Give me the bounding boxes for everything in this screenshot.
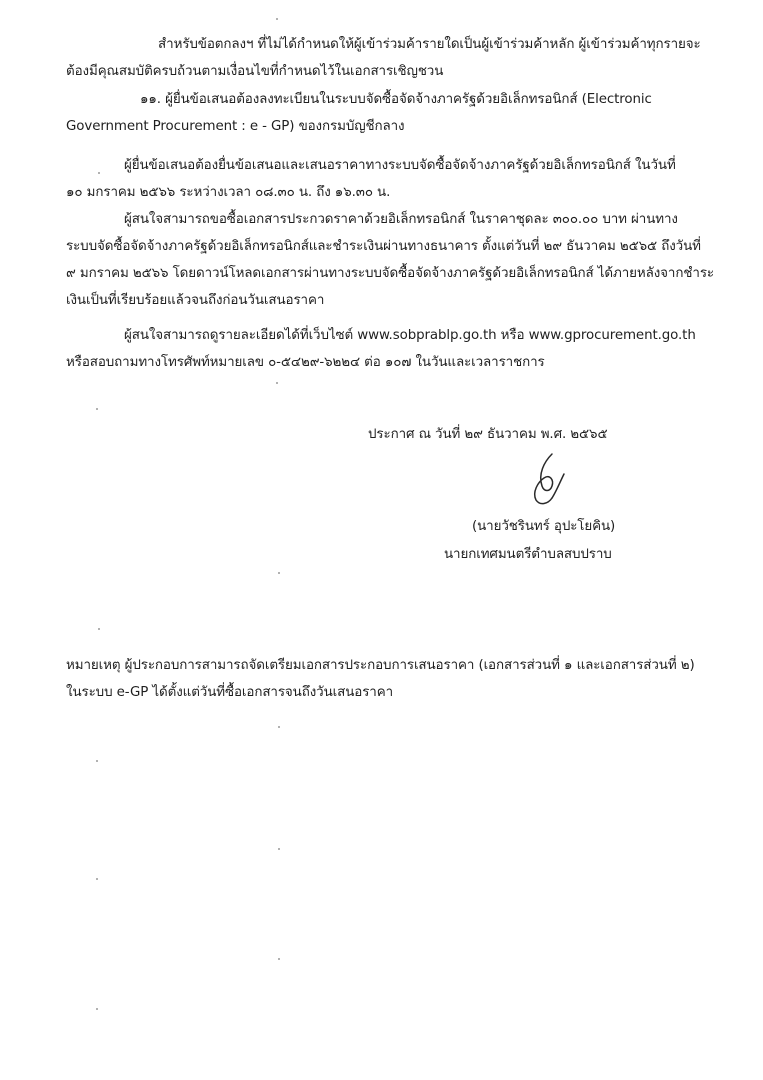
scan-speck [96,408,98,410]
remark-line-2: ในระบบ e-GP ได้ตั้งแต่วันที่ซื้อเอกสารจนถึงวันเสนอราคา [66,685,393,700]
purchase-line-2: ระบบจัดซื้อจัดจ้างภาครัฐด้วยอิเล็กทรอนิกส์และชำระเงินผ่านทางธนาคาร ตั้งแต่วันที่ ๒๙ ธันวาคม ๒๕๖๕ ถึงวันที่ [66,239,701,254]
signer-title: นายกเทศมนตรีตำบลสบปราบ [444,547,612,562]
scan-speck [98,172,100,174]
contact-line-1: ผู้สนใจสามารถดูรายละเอียดได้ที่เว็บไซต์ www.sobprablp.go.th หรือ www.gprocurement.go.th [124,328,696,343]
scan-speck [276,18,278,20]
scan-speck [278,726,280,728]
terms-line-2: ต้องมีคุณสมบัติครบถ้วนตามเงื่อนไขที่กำหนดไว้ในเอกสารเชิญชวน [66,64,444,79]
scan-speck [276,382,278,384]
scan-speck [98,628,100,630]
scan-speck [96,760,98,762]
announcement-date: ประกาศ ณ วันที่ ๒๙ ธันวาคม พ.ศ. ๒๕๖๕ [368,427,608,442]
scan-speck [278,848,280,850]
item-11-line-1: ๑๑. ผู้ยื่นข้อเสนอต้องลงทะเบียนในระบบจัดซื้อจัดจ้างภาครัฐด้วยอิเล็กทรอนิกส์ (Electronic [140,92,652,107]
purchase-line-4: เงินเป็นที่เรียบร้อยแล้วจนถึงก่อนวันเสนอราคา [66,293,325,308]
scan-speck [278,572,280,574]
scan-speck [96,878,98,880]
submission-line-2: ๑๐ มกราคม ๒๕๖๖ ระหว่างเวลา ๐๘.๓๐ น. ถึง ๑๖.๓๐ น. [66,185,391,200]
purchase-line-3: ๙ มกราคม ๒๕๖๖ โดยดาวน์โหลดเอกสารผ่านทางระบบจัดซื้อจัดจ้างภาครัฐด้วยอิเล็กทรอนิกส์ ได้ภายหลังจากชำระ [66,266,715,281]
purchase-line-1: ผู้สนใจสามารถขอซื้อเอกสารประกวดราคาด้วยอิเล็กทรอนิกส์ ในราคาชุดละ ๓๐๐.๐๐ บาท ผ่านทาง [124,212,678,227]
submission-line-1: ผู้ยื่นข้อเสนอต้องยื่นข้อเสนอและเสนอราคาทางระบบจัดซื้อจัดจ้างภาครัฐด้วยอิเล็กทรอนิกส์ ในวันที่ [124,158,676,173]
remark-line-1: หมายเหตุ ผู้ประกอบการสามารถจัดเตรียมเอกสารประกอบการเสนอราคา (เอกสารส่วนที่ ๑ และเอกสารส่วนที่ ๒) [66,658,695,673]
contact-line-2: หรือสอบถามทางโทรศัพท์หมายเลข ๐-๕๔๒๙-๖๒๒๔ ต่อ ๑๐๗ ในวันและเวลาราชการ [66,355,545,370]
signature-mark [530,452,570,510]
scan-speck [278,958,280,960]
scan-speck [96,1008,98,1010]
terms-line-1: สำหรับข้อตกลงฯ ที่ไม่ได้กำหนดให้ผู้เข้าร่วมค้ารายใดเป็นผู้เข้าร่วมค้าหลัก ผู้เข้าร่วมค้าทุกรายจะ [158,37,701,52]
item-11-line-2: Government Procurement : e - GP) ของกรมบัญชีกลาง [66,119,405,134]
signer-name: (นายวัชรินทร์ อุปะโยคิน) [472,519,616,534]
